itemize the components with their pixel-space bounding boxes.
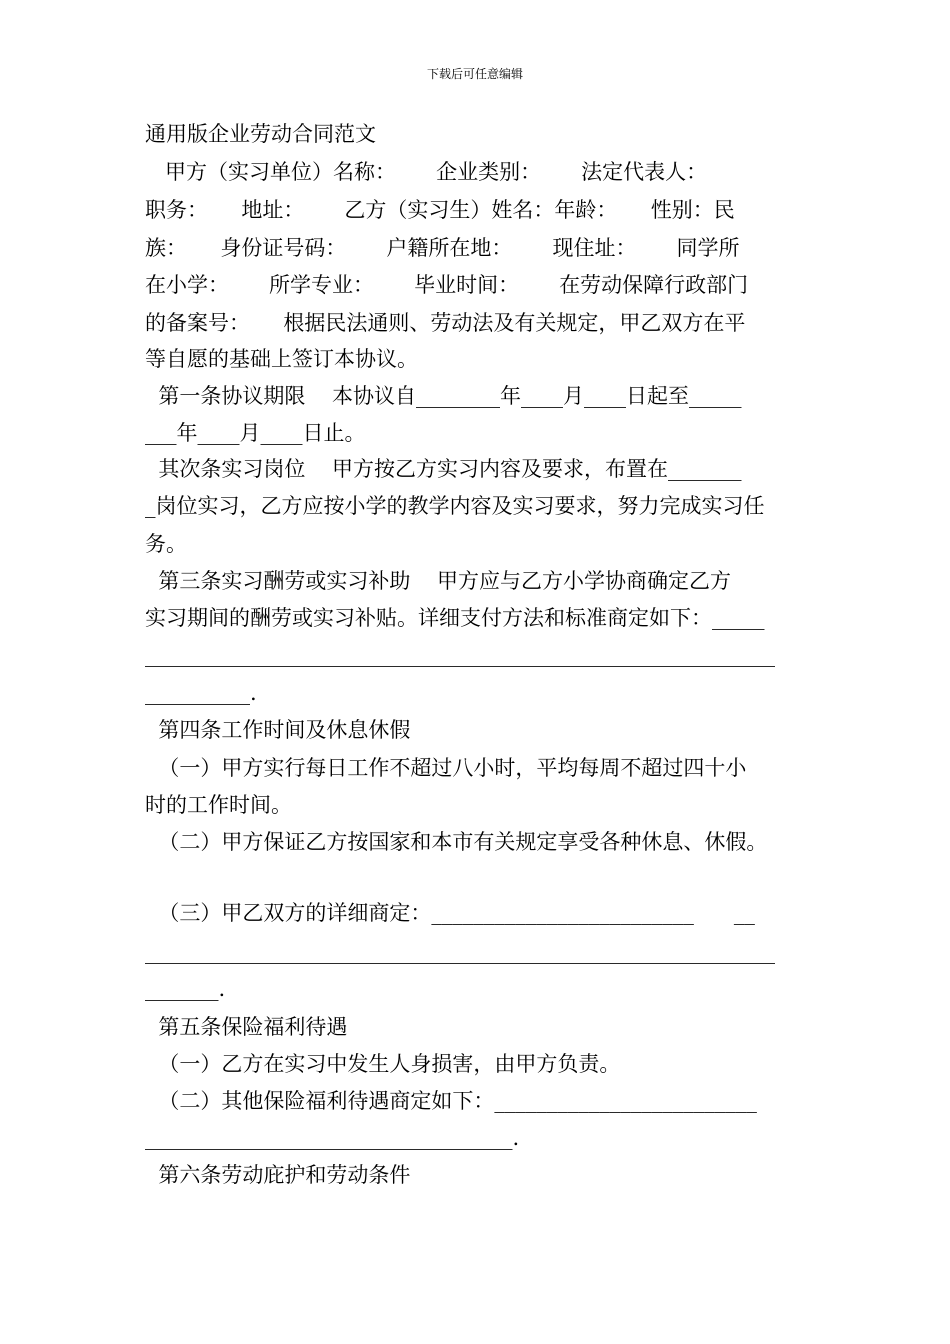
text-line: （二）甲方保证乙方按国家和本市有关规定享受各种休息、休假。 [145,830,768,854]
text-line: _______. [145,977,226,1001]
text-line: 的备案号： 根据民法通则、劳动法及有关规定，甲乙双方在平 [145,311,746,335]
text-line: 第六条劳动庇护和劳动条件 [145,1163,411,1187]
page-header: 下载后可任意编辑 [426,67,523,81]
text-line: 第五条保险福利待遇 [145,1015,348,1039]
text-line: 等自愿的基础上签订本协议。 [145,347,418,371]
text-line: （一）乙方在实习中发生人身损害，由甲方负责。 [145,1052,621,1076]
text-line: 甲方（实习单位）名称： 企业类别： 法定代表人： [145,160,708,184]
text-line: （一）甲方实行每日工作不超过八小时，平均每周不超过四十小 [145,756,747,780]
text-line: _岗位实习，乙方应按小学的教学内容及实习要求，努力完成实习任 [145,494,765,518]
text-line: 时的工作时间。 [145,793,292,817]
text-line: 第一条协议期限 本协议自________年____月____日起至_____ [145,384,742,408]
text-line: 在小学： 所学专业： 毕业时间： 在劳动保障行政部门 [145,273,749,297]
text-line: ___________________________________. [145,1126,520,1150]
text-line: 实习期间的酬劳或实习补贴。详细支付方法和标准商定如下：_____ [145,606,765,630]
document-title: 通用版企业劳动合同范文 [145,122,376,146]
text-line: ____________________________________________________________ [145,643,775,667]
text-line: （二）其他保险福利待遇商定如下：_________________________ [145,1089,757,1113]
text-line: 第四条工作时间及休息休假 [145,718,411,742]
text-line: （三）甲乙双方的详细商定：_________________________ __ [145,901,755,925]
text-line: 职务： 地址： 乙方（实习生）姓名：年龄： 性别：民 [145,198,735,222]
text-line: 其次条实习岗位 甲方按乙方实习内容及要求，布置在_______ [145,457,742,481]
text-line: ____________________________________________________________ [145,940,775,964]
text-line: 族： 身份证号码： 户籍所在地： 现住址： 同学所 [145,236,740,260]
text-line: __________. [145,681,257,705]
text-line: 第三条实习酬劳或实习补助 甲方应与乙方小学协商确定乙方 [145,569,732,593]
text-line: 务。 [145,532,187,556]
text-line: ___年____月____日止。 [145,421,366,445]
